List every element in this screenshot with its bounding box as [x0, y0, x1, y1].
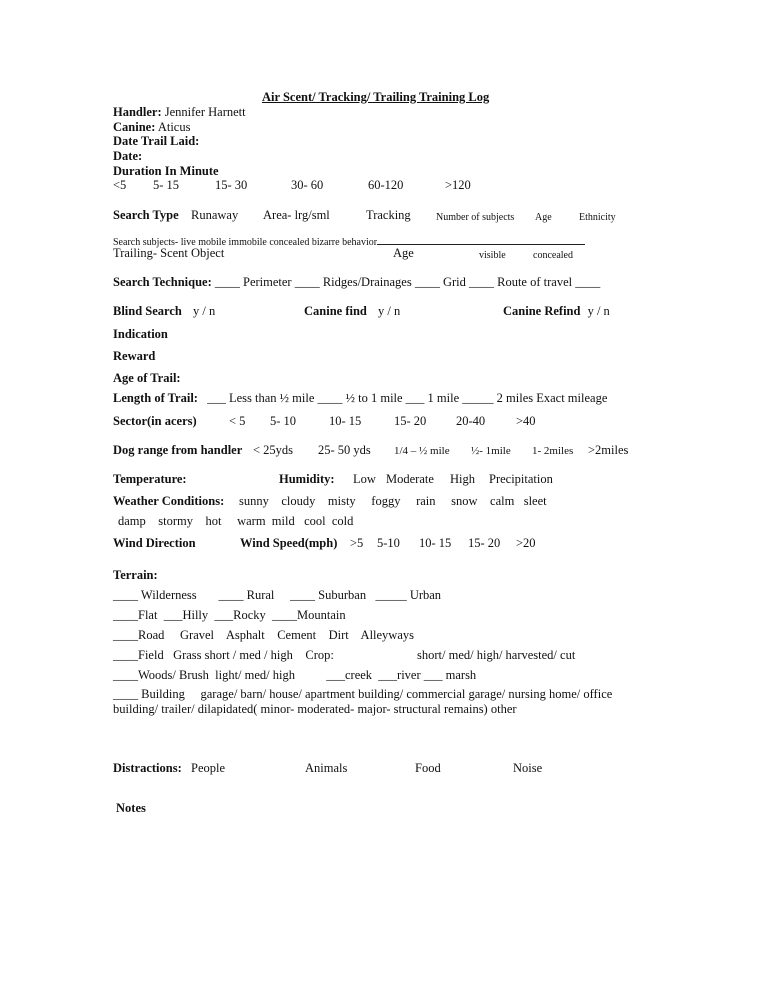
sector-option: 5- 10	[270, 414, 297, 428]
canine-label: Canine:	[113, 120, 156, 134]
canine-refind-label: Canine Refind	[503, 304, 581, 318]
wind-speed-option: >5	[350, 536, 364, 550]
technique-text: ____ Perimeter ____ Ridges/Drainages ____ Grid ____ Route of travel ____	[214, 275, 601, 289]
sector-option: 15- 20	[394, 414, 427, 428]
dog-range-option: 1- 2miles	[532, 445, 574, 457]
page-title: Air Scent/ Tracking/ Trailing Training Log	[262, 90, 490, 104]
duration-option: >120	[445, 178, 471, 192]
technique-row	[113, 275, 600, 290]
temperature-label: Temperature:	[113, 472, 187, 486]
distractions-option: People	[191, 761, 226, 775]
humidity-option: Precipitation	[489, 472, 553, 486]
date-label: Date:	[113, 149, 143, 163]
canine-value: Aticus	[157, 120, 191, 134]
sector-option: < 5	[229, 414, 246, 428]
canine-find-yn: y / n	[378, 304, 401, 318]
wind-speed-option: 15- 20	[468, 536, 501, 550]
sector-option: 10- 15	[329, 414, 362, 428]
handler-label: Handler:	[113, 105, 162, 119]
canine-refind-row	[503, 304, 610, 319]
dog-range-option: < 25yds	[253, 443, 294, 457]
handler-value: Jennifer Harnett	[164, 105, 246, 119]
terrain-line: ____Field Grass short / med / high Crop:	[113, 648, 334, 662]
terrain-line: ____Flat ___Hilly ___Rocky ____Mountain	[113, 608, 346, 622]
terrain-crop-options: short/ med/ high/ harvested/ cut	[417, 648, 576, 662]
terrain-label: Terrain:	[113, 568, 158, 582]
wind-speed-option: 5-10	[377, 536, 400, 550]
canine-refind-yn: y / n	[587, 304, 610, 318]
humidity-option: Low	[353, 472, 376, 486]
technique-label: Search Technique:	[113, 275, 212, 289]
fill-line	[377, 234, 585, 245]
sector-label: Sector(in acers)	[113, 414, 197, 428]
blind-search-row	[113, 304, 215, 319]
indication-label: Indication	[113, 327, 168, 341]
humidity-label: Humidity:	[279, 472, 335, 486]
terrain-line: ____ Building garage/ barn/ house/ apartment building/ commercial garage/ nursing home/ office	[113, 687, 613, 701]
duration-option: 15- 30	[215, 178, 248, 192]
trailing-age: Age	[393, 246, 414, 260]
notes-label: Notes	[116, 801, 146, 815]
sector-option: >40	[516, 414, 536, 428]
duration-label: Duration In Minute	[113, 164, 219, 178]
distractions-option: Animals	[305, 761, 348, 775]
distractions-option: Food	[415, 761, 441, 775]
trailing-label: Trailing- Scent Object	[113, 246, 225, 260]
wind-speed-option: 10- 15	[419, 536, 452, 550]
sector-option: 20-40	[456, 414, 486, 428]
terrain-line: building/ trailer/ dilapidated( minor- moderated- major- structural remains) other	[113, 702, 517, 716]
duration-option: <5	[113, 178, 127, 192]
humidity-option: High	[450, 472, 475, 486]
search-subjects-text: Search subjects- live mobile immobile concealed bizarre behavior	[113, 237, 378, 248]
search-type-small-option: Age	[535, 212, 552, 223]
duration-option: 60-120	[368, 178, 404, 192]
length-label: Length of Trail:	[113, 391, 198, 405]
distractions-option: Noise	[513, 761, 543, 775]
terrain-line: ____Woods/ Brush light/ med/ high ___creek ___river ___ marsh	[113, 668, 477, 682]
search-type-small-option: Ethnicity	[579, 212, 616, 223]
terrain-line: ____Road Gravel Asphalt Cement Dirt Alleyways	[113, 628, 415, 642]
weather-label: Weather Conditions:	[113, 494, 225, 508]
date-trail-laid-label: Date Trail Laid:	[113, 134, 200, 148]
wind-direction-label: Wind Direction	[113, 536, 196, 550]
reward-label: Reward	[113, 349, 156, 363]
search-type-option: Runaway	[191, 208, 239, 222]
search-type-small-option: Number of subjects	[436, 212, 515, 223]
duration-option: 5- 15	[153, 178, 180, 192]
search-type-label: Search Type	[113, 208, 179, 222]
canine-row	[113, 120, 190, 135]
dog-range-option: 25- 50 yds	[318, 443, 371, 457]
dog-range-option: 1/4 – ½ mile	[394, 445, 450, 457]
duration-option: 30- 60	[291, 178, 324, 192]
blind-search-yn: y / n	[193, 304, 216, 318]
dog-range-option: >2miles	[588, 443, 629, 457]
trailing-concealed: concealed	[533, 250, 573, 261]
blind-search-label: Blind Search	[113, 304, 182, 318]
canine-find-label: Canine find	[304, 304, 367, 318]
age-of-trail-label: Age of Trail:	[113, 371, 181, 385]
length-text: ___ Less than ½ mile ____ ½ to 1 mile ___ 1 mile _____ 2 miles Exact mileage	[207, 391, 608, 405]
wind-speed-label: Wind Speed(mph)	[240, 536, 338, 550]
length-row	[113, 391, 607, 406]
handler-row	[113, 105, 246, 120]
distractions-label: Distractions:	[113, 761, 182, 775]
canine-find-row	[304, 304, 400, 319]
weather-options-line2: damp stormy hot warm mild cool cold	[118, 514, 354, 528]
trailing-visible: visible	[479, 250, 506, 261]
wind-speed-option: >20	[516, 536, 536, 550]
search-type-option: Tracking	[366, 208, 411, 222]
dog-range-label: Dog range from handler	[113, 443, 243, 457]
search-type-option: Area- lrg/sml	[263, 208, 330, 222]
weather-options-line1: sunny cloudy misty foggy rain snow calm sleet	[239, 494, 547, 508]
humidity-option: Moderate	[386, 472, 434, 486]
dog-range-option: ½- 1mile	[471, 445, 511, 457]
terrain-line: ____ Wilderness ____ Rural ____ Suburban _____ Urban	[113, 588, 442, 602]
